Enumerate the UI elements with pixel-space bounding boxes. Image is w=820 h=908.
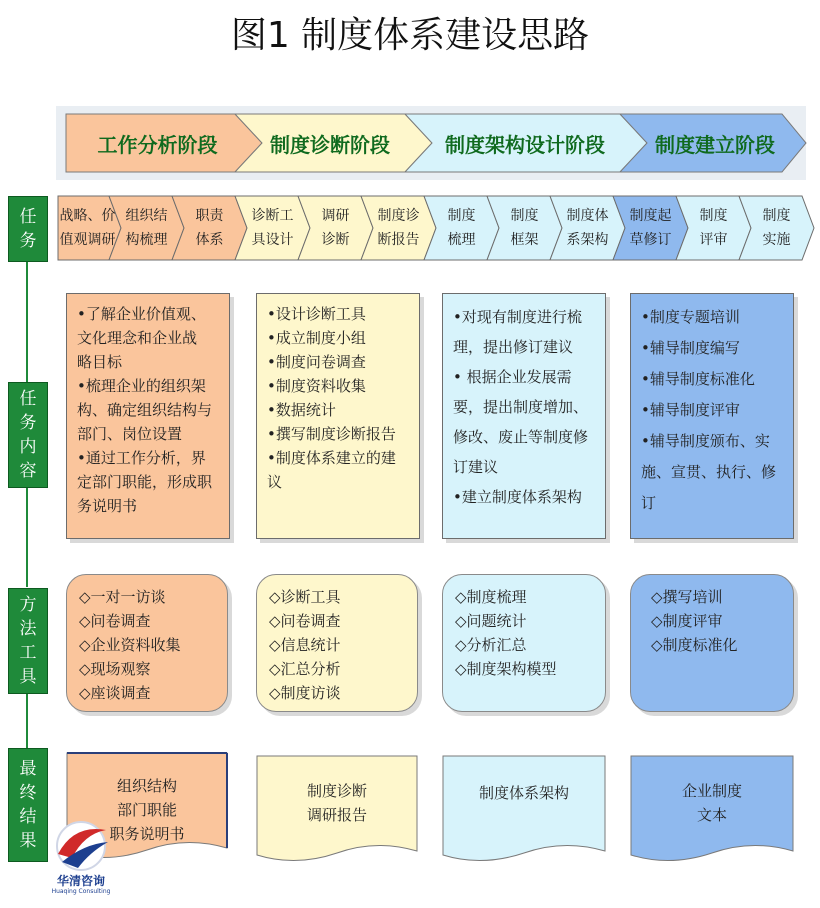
method-line: ◇企业资料收集 bbox=[79, 636, 181, 654]
content-line: 务说明书 bbox=[77, 497, 138, 515]
content-line: •制度体系建立的建 bbox=[267, 449, 396, 467]
task-label-line: 制度 bbox=[762, 208, 791, 224]
content-line: •辅导制度编写 bbox=[641, 339, 740, 357]
method-line: ◇制度标准化 bbox=[651, 636, 738, 654]
result-line: 职务说明书 bbox=[109, 825, 185, 843]
content-line: •了解企业价值观、 bbox=[77, 305, 206, 323]
phase-1-label: 工作分析阶段 bbox=[97, 132, 218, 157]
content-line: •成立制度小组 bbox=[267, 329, 366, 347]
method-line: ◇信息统计 bbox=[269, 636, 341, 654]
tab-final-result: 最终结果 bbox=[8, 748, 48, 862]
task-label-line: 战略、价 bbox=[59, 208, 116, 224]
content-line: •制度问卷调查 bbox=[267, 353, 366, 371]
task-label-line: 梳理 bbox=[447, 232, 476, 248]
method-line: ◇汇总分析 bbox=[269, 660, 341, 678]
task-label-line: 制度 bbox=[699, 208, 728, 224]
result-line: 组织结构 bbox=[116, 777, 177, 795]
method-box-diagnosis bbox=[256, 574, 418, 712]
content-line: 构、确定组织结构与 bbox=[77, 401, 213, 419]
task-label-line: 构梳理 bbox=[125, 232, 168, 248]
tab-task-content: 任务内容 bbox=[8, 382, 48, 488]
content-line: •设计诊断工具 bbox=[267, 305, 366, 323]
content-list-establish bbox=[641, 302, 783, 519]
method-list-analysis bbox=[79, 585, 215, 705]
content-line: 要，提出制度增加、 bbox=[453, 398, 589, 416]
task-label bbox=[621, 195, 680, 261]
result-line: 制度诊断 bbox=[306, 782, 367, 800]
content-list-architecture bbox=[453, 302, 595, 512]
task-label-line: 组织结 bbox=[125, 208, 168, 224]
tab-task: 任务 bbox=[8, 196, 48, 262]
method-line: ◇制度评审 bbox=[651, 612, 723, 630]
phase-4-label: 制度建立阶段 bbox=[655, 132, 775, 157]
content-line: •数据统计 bbox=[267, 401, 336, 419]
logo-name: 华清咨询 bbox=[56, 874, 105, 888]
task-label bbox=[58, 195, 117, 261]
task-label-line: 断报告 bbox=[377, 232, 420, 248]
method-line: ◇撰写培训 bbox=[651, 588, 723, 606]
task-label-line: 具设计 bbox=[251, 232, 294, 248]
method-line: ◇现场观察 bbox=[79, 660, 151, 678]
task-label bbox=[369, 195, 428, 261]
content-line: •辅导制度标准化 bbox=[641, 370, 755, 388]
content-line: 议 bbox=[267, 473, 283, 491]
task-label-line: 职责 bbox=[195, 208, 224, 224]
content-box-analysis bbox=[66, 293, 230, 539]
task-label bbox=[432, 195, 491, 261]
result-line: 部门职能 bbox=[116, 801, 177, 819]
task-label-line: 系架构 bbox=[566, 232, 609, 248]
method-line: ◇一对一访谈 bbox=[79, 588, 166, 606]
result-doc-architecture bbox=[442, 755, 606, 865]
task-label-line: 评审 bbox=[699, 232, 728, 248]
content-line: •制度专题培训 bbox=[641, 308, 740, 326]
method-list-diagnosis bbox=[269, 585, 405, 705]
content-line: •撰写制度诊断报告 bbox=[267, 425, 396, 443]
task-label-line: 制度 bbox=[510, 208, 539, 224]
task-label-line: 草修订 bbox=[629, 232, 672, 248]
tab-connector bbox=[26, 262, 28, 382]
content-line: 文化理念和企业战 bbox=[77, 329, 198, 347]
task-label-line: 制度诊 bbox=[377, 208, 420, 224]
content-line: 略目标 bbox=[77, 353, 123, 371]
content-list-analysis bbox=[77, 302, 219, 518]
logo-subtitle: Huaqing Consulting bbox=[51, 888, 111, 895]
method-list-establish bbox=[643, 585, 781, 657]
method-list-architecture bbox=[455, 585, 593, 681]
content-line: 订 bbox=[641, 494, 657, 512]
content-line: 定部门职能，形成职 bbox=[77, 473, 213, 491]
content-line: 施、宣贯、执行、修 bbox=[641, 463, 777, 481]
method-line: ◇制度架构模型 bbox=[455, 660, 557, 678]
task-label-line: 诊断工 bbox=[251, 208, 294, 224]
task-label-line: 调研 bbox=[321, 208, 350, 224]
task-label-line: 诊断 bbox=[321, 232, 350, 248]
task-label-line: 体系 bbox=[195, 232, 224, 248]
content-line: •辅导制度颁布、实 bbox=[641, 432, 770, 450]
content-box-architecture bbox=[442, 293, 606, 539]
method-line: ◇制度梳理 bbox=[455, 588, 527, 606]
result-line: 制度体系架构 bbox=[478, 784, 569, 802]
result-doc-establish bbox=[630, 755, 794, 865]
content-box-establish bbox=[630, 293, 794, 539]
method-line: ◇问卷调查 bbox=[269, 612, 341, 630]
method-box-architecture bbox=[442, 574, 606, 712]
method-box-establish bbox=[630, 574, 794, 712]
task-label-line: 制度起 bbox=[629, 208, 672, 224]
tab-method-tools: 方法工具 bbox=[8, 588, 48, 694]
method-line: ◇诊断工具 bbox=[269, 588, 341, 606]
content-line: 订建议 bbox=[453, 458, 499, 476]
method-line: ◇制度访谈 bbox=[269, 684, 341, 702]
phase-3-label: 制度架构设计阶段 bbox=[445, 132, 605, 157]
logo-emblem-icon bbox=[44, 818, 118, 874]
task-label-line: 框架 bbox=[510, 232, 539, 248]
task-label bbox=[747, 195, 806, 261]
method-line: ◇问题统计 bbox=[455, 612, 527, 630]
content-line: 部门、岗位设置 bbox=[77, 425, 183, 443]
method-line: ◇座谈调查 bbox=[79, 684, 151, 702]
content-line: •制度资料收集 bbox=[267, 377, 366, 395]
result-line: 文本 bbox=[696, 806, 727, 824]
result-line: 企业制度 bbox=[681, 782, 742, 800]
task-label-line: 制度 bbox=[447, 208, 476, 224]
content-line: •梳理企业的组织架 bbox=[77, 377, 206, 395]
content-line: • 根据企业发展需 bbox=[453, 368, 572, 386]
content-list-diagnosis bbox=[267, 302, 409, 494]
content-line: •通过工作分析，界 bbox=[77, 449, 206, 467]
task-label-line: 实施 bbox=[762, 232, 791, 248]
content-line: •对现有制度进行梳 bbox=[453, 308, 582, 326]
result-line: 调研报告 bbox=[306, 806, 367, 824]
task-label-line: 制度体 bbox=[566, 208, 609, 224]
task-label bbox=[243, 195, 302, 261]
task-label bbox=[117, 195, 176, 261]
task-label-line: 值观调研 bbox=[59, 232, 116, 248]
method-line: ◇分析汇总 bbox=[455, 636, 527, 654]
page-title: 图1 制度体系建设思路 bbox=[230, 15, 590, 56]
content-line: •辅导制度评审 bbox=[641, 401, 740, 419]
phase-2-label: 制度诊断阶段 bbox=[270, 132, 390, 157]
task-label bbox=[558, 195, 617, 261]
content-line: 修改、废止等制度修 bbox=[453, 428, 589, 446]
task-label bbox=[180, 195, 239, 261]
tab-connector bbox=[26, 692, 28, 748]
content-line: 理，提出修订建议 bbox=[453, 338, 574, 356]
content-line: •建立制度体系架构 bbox=[453, 488, 582, 506]
task-label bbox=[684, 195, 743, 261]
method-line: ◇问卷调查 bbox=[79, 612, 151, 630]
task-label bbox=[495, 195, 554, 261]
content-box-diagnosis bbox=[256, 293, 420, 539]
tab-connector bbox=[26, 487, 28, 587]
company-logo bbox=[44, 818, 118, 898]
method-box-analysis bbox=[66, 574, 228, 712]
result-doc-diagnosis bbox=[256, 755, 418, 865]
document-shape-icon bbox=[442, 755, 606, 865]
task-label bbox=[306, 195, 365, 261]
